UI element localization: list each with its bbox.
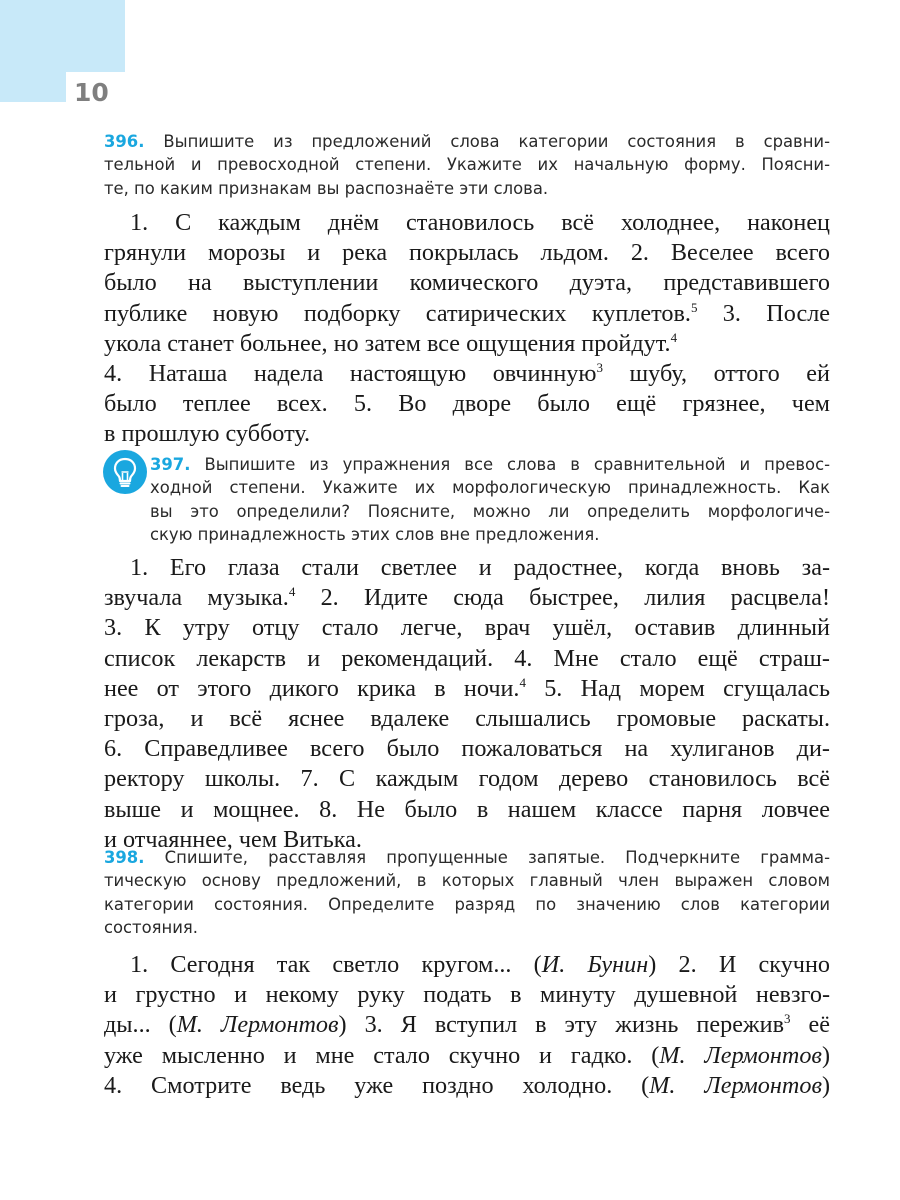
exercise-397-text [104,553,830,855]
exercise-line: 1. С каждым днём становилось всё холоднее, наконец [130,209,830,236]
exercise-line: грянули морозы и река покрылась льдом. 2. Веселее всего [104,239,830,267]
task-text-line: Спишите, расставляя пропущенные запятые. Подчеркните грамма- [164,848,830,867]
author-name: М. Лермонтов [659,1041,822,1069]
exercise-line: выше и мощнее. 8. Не было в нашем классе парня ловчее [104,795,830,823]
author-name: И. Бунин [541,951,649,978]
author-name: М. Лермонтов [649,1071,822,1099]
exercise-line: и отчаяннее, чем Витька. [104,825,362,853]
exercise-line: уже мысленно и мне стало скучно и гадко. (М. Лермонтов) [104,1041,830,1069]
exercise-line: публике новую подборку сатирических куплетов.$^5$ 3. После [104,299,830,327]
task-text-line: тельной и превосходной степени. Укажите их начальную форму. Поясни- [104,155,830,175]
task-398 [104,846,830,939]
task-396 [104,130,830,200]
exercise-line: 6. Справедливее всего было пожаловаться на хулиганов ди- [104,735,830,763]
exercise-line: нее от этого дикого крика в ночи.$^4$ 5. Над морем сгущалась [104,674,830,702]
exercise-396-text [104,208,830,450]
footnote-mark: 4 [519,674,526,690]
footnote-mark: 3 [596,360,603,376]
task-text-line: тическую основу предложений, в которых главный член выражен словом [104,871,830,891]
exercise-line: было на выступлении комического дуэта, представившего [104,269,830,297]
footnote-mark: 4 [670,329,678,345]
exercise-line: ды... (М. Лермонтов) 3. Я вступил в эту жизнь пережив$^3$ её [104,1011,830,1039]
exercise-line: список лекарств и рекомендаций. 4. Мне стало ещё страш- [104,644,830,672]
task-text-line: Выпишите из предложений слова категории состояния в сравни- [163,132,830,151]
exercise-398-text [104,950,830,1101]
task-397 [150,453,830,546]
exercise-line: укола станет больнее, но затем все ощущения пройдут.$^4$ [104,329,678,357]
task-text-line: ходной степени. Укажите их морфологическую принадлежность. Как [150,478,830,498]
exercise-line: 1. Сегодня так светло кругом... (И. Бунин) 2. И скучно [130,951,830,978]
task-text-line: те, по каким признакам вы распознаёте эти слова. [104,178,549,198]
task-number: 396. [104,132,145,151]
task-number: 398. [104,848,145,867]
exercise-line: ректору школы. 7. С каждым годом дерево становилось всё [104,765,830,793]
exercise-line: 3. К утру отцу стало легче, врач ушёл, оставив длинный [104,614,830,642]
exercise-line: в прошлую субботу. [104,420,311,448]
task-text-line: скую принадлежность этих слов вне предложения. [150,524,600,544]
task-text-line: категории состояния. Определите разряд по значению слов категории [104,894,830,914]
footnote-mark: 5 [690,299,698,315]
exercise-line: 4. Смотрите ведь уже поздно холодно. (М. Лермонтов) [104,1071,830,1099]
footnote-mark: 3 [784,1011,791,1027]
task-text-line: Выпишите из упражнения все слова в сравнительной и превос- [204,455,830,474]
exercise-line: было теплее всех. 5. Во дворе было ещё грязнее, чем [104,390,830,418]
exercise-line: и грустно и некому руку подать в минуту душевной невзго- [104,981,830,1009]
exercise-line: 4. Наташа надела настоящую овчинную$^3$ шубу, оттого ей [104,360,830,388]
exercise-line: 1. Его глаза стали светлее и радостнее, когда вновь за- [130,554,830,581]
lightbulb-icon [103,450,147,494]
task-number: 397. [150,455,191,474]
task-text-line: состояния. [104,917,198,937]
author-name: М. Лермонтов [176,1011,339,1039]
exercise-line: звучала музыка.$^4$ 2. Идите сюда быстрее, лилия расцвела! [104,584,830,612]
footnote-mark: 4 [288,584,296,600]
exercise-line: гроза, и всё яснее вдалеке слышались громовые раскаты. [104,705,830,733]
task-text-line: вы это определили? Поясните, можно ли определить морфологиче- [150,501,830,521]
page-number: 10 [66,72,126,118]
